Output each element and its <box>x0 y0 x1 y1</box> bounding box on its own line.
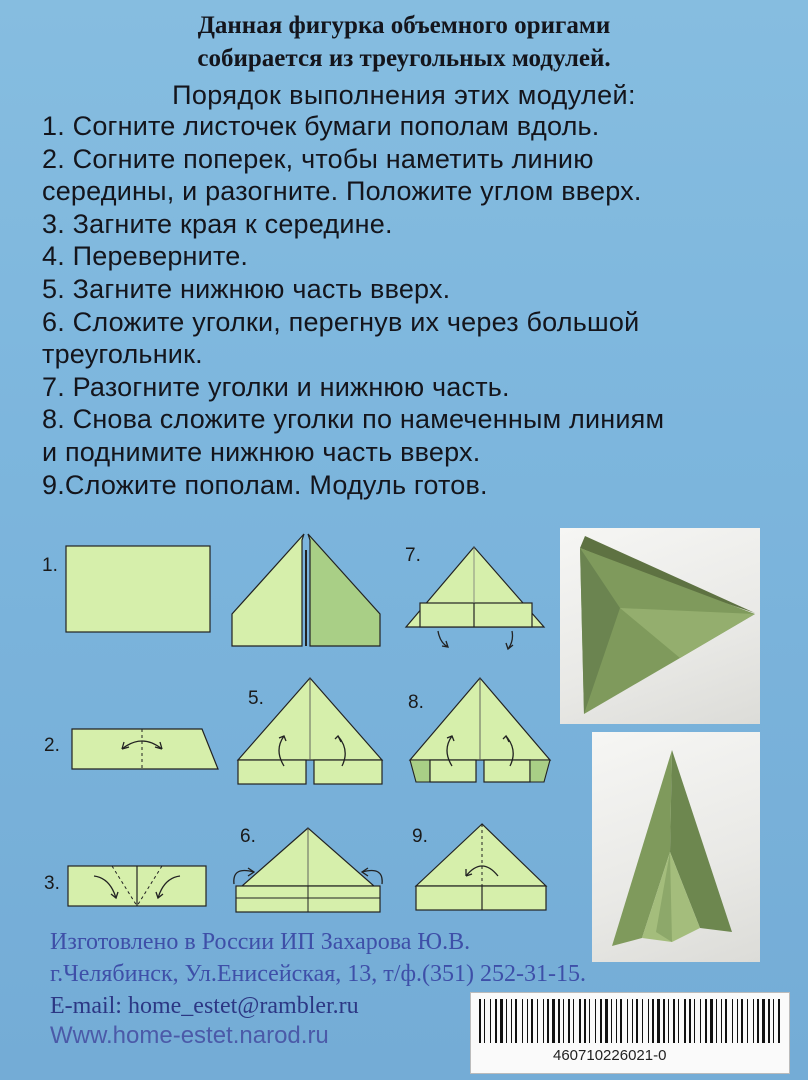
step-line: 4. Переверните. <box>42 241 249 272</box>
figure-label-7: 7. <box>405 545 421 566</box>
barcode-bar <box>479 999 481 1043</box>
figure-label-2: 2. <box>44 735 60 756</box>
footer-address: г.Челябинск, Ул.Енисейская, 13, т/ф.(351) 252-31-15. <box>50 961 586 987</box>
barcode-bar <box>552 999 555 1043</box>
barcode-bar <box>741 999 743 1043</box>
barcode-bar <box>663 999 665 1043</box>
footer-website: Www.home-estet.narod.ru <box>50 1022 329 1049</box>
barcode-bar <box>648 999 649 1043</box>
barcode-bar <box>490 999 491 1043</box>
barcode-bar <box>584 999 586 1043</box>
barcode-bar <box>527 999 528 1043</box>
footer-manufacturer: Изготовлено в России ИП Захарова Ю.В. <box>50 929 471 955</box>
step-line: 6. Сложите уголки, перегнув их через большой <box>42 306 640 337</box>
barcode-bar <box>700 999 701 1043</box>
barcode-bar <box>543 999 544 1043</box>
module-side-image <box>560 528 760 724</box>
barcode-bar <box>642 999 643 1043</box>
barcode-bar <box>511 999 512 1043</box>
barcode-bar <box>721 999 722 1043</box>
diagram-step-1 <box>64 544 214 636</box>
subtitle: Порядок выполнения этих модулей: <box>172 80 636 110</box>
barcode-bar <box>636 999 638 1043</box>
steps-list <box>42 110 802 501</box>
barcode-bar <box>762 999 765 1043</box>
barcode-bar <box>558 999 560 1043</box>
footer-email: E-mail: home_estet@rambler.ru <box>50 993 359 1019</box>
barcode-bar <box>627 999 628 1043</box>
barcode-bar <box>632 999 633 1043</box>
barcode-bar <box>537 999 538 1043</box>
barcode-bar <box>732 999 733 1043</box>
barcode-bar <box>668 999 669 1043</box>
step-line: 3. Загните края к середине. <box>42 208 393 239</box>
diagram-step-8 <box>406 676 554 786</box>
barcode-bar <box>757 999 759 1043</box>
barcode-bar <box>620 999 622 1043</box>
module-photo-side <box>560 528 760 724</box>
diagram-step-6 <box>228 826 388 916</box>
module-photo-front <box>592 732 760 962</box>
barcode-bar <box>484 999 485 1043</box>
figure-label-1: 1. <box>42 555 58 576</box>
title-line-1: Данная фигурка объемного оригами <box>197 12 611 39</box>
step-line: 8. Снова сложите уголки по намеченным линиям <box>42 404 665 435</box>
barcode-bar <box>568 999 570 1043</box>
module-front-image <box>592 732 760 962</box>
barcode-bar <box>573 999 574 1043</box>
barcode-bar <box>589 999 590 1043</box>
barcode-bar <box>522 999 523 1043</box>
barcode-bar <box>710 999 713 1043</box>
barcode-bar <box>605 999 608 1043</box>
barcode-bar <box>611 999 612 1043</box>
barcode-bar <box>500 999 503 1043</box>
barcode-bar <box>673 999 675 1043</box>
barcode-bar <box>778 999 780 1043</box>
barcode <box>470 992 790 1074</box>
barcode-bar <box>531 999 533 1043</box>
diagram-step-9 <box>412 822 550 914</box>
barcode-bar <box>737 999 738 1043</box>
barcode-bar <box>747 999 748 1043</box>
diagram-step-3 <box>66 864 210 910</box>
figure-label-5: 5. <box>248 688 264 709</box>
barcode-bar <box>506 999 507 1043</box>
barcode-bar <box>678 999 679 1043</box>
barcode-bar <box>694 999 695 1043</box>
barcode-bar <box>705 999 707 1043</box>
barcode-bar <box>725 999 727 1043</box>
diagram-step-7 <box>402 545 550 653</box>
barcode-bar <box>768 999 770 1043</box>
step-line: 7. Разогните уголки и нижнюю часть. <box>42 371 510 402</box>
barcode-bar <box>515 999 517 1043</box>
barcode-bar <box>716 999 717 1043</box>
barcode-bar <box>547 999 549 1043</box>
barcode-bar <box>652 999 654 1043</box>
figure-label-9: 9. <box>412 826 428 847</box>
step-line: 1. Согните листочек бумаги пополам вдоль. <box>42 111 600 141</box>
step-line: и поднимите нижнюю часть вверх. <box>42 436 481 467</box>
barcode-bar <box>579 999 581 1043</box>
barcode-bar <box>773 999 774 1043</box>
step-line: середины, и разогните. Положите углом вверх. <box>42 176 642 207</box>
diagram-step-2 <box>70 725 222 773</box>
step-line: 9.Сложите пополам. Модуль готов. <box>42 469 488 500</box>
barcode-bar <box>657 999 660 1043</box>
step-line: треугольник. <box>42 339 203 370</box>
step-line: 2. Согните поперек, чтобы наметить линию <box>42 143 594 174</box>
diagram-step-4 <box>228 530 384 650</box>
barcode-bar <box>595 999 596 1043</box>
title-line-2: собирается из треугольных модулей. <box>197 45 611 72</box>
step-line: 5. Загните нижнюю часть вверх. <box>42 273 451 304</box>
barcode-bar <box>495 999 497 1043</box>
barcode-bar <box>684 999 686 1043</box>
barcode-bar <box>753 999 754 1043</box>
barcode-number: 460710226021-0 <box>553 1047 667 1064</box>
figure-label-6: 6. <box>240 826 256 847</box>
barcode-bar <box>689 999 691 1043</box>
barcode-bar <box>600 999 602 1043</box>
figure-label-3: 3. <box>44 873 60 894</box>
barcode-bars <box>471 993 789 1047</box>
barcode-bar <box>616 999 617 1043</box>
figure-label-8: 8. <box>408 692 424 713</box>
diagram-step-5 <box>234 676 386 788</box>
barcode-bar <box>563 999 564 1043</box>
